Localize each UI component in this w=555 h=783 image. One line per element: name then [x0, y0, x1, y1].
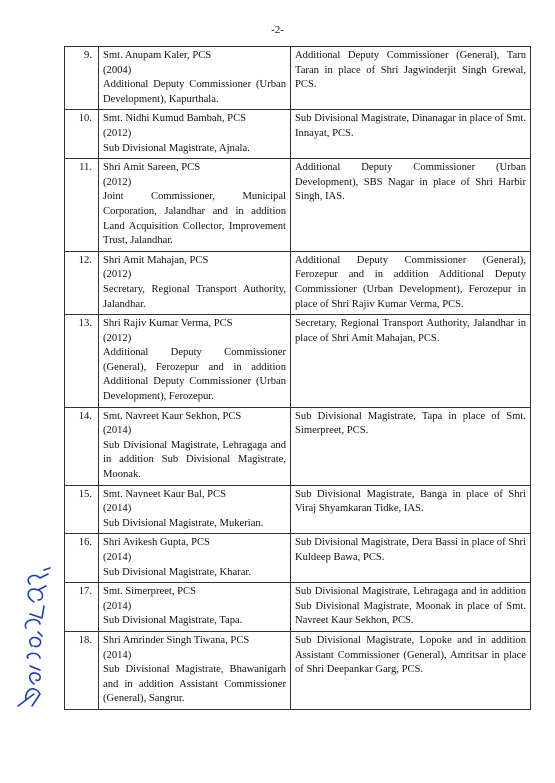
posting-orders-table	[64, 46, 531, 710]
table-row	[65, 583, 531, 632]
serial-number: 11.	[65, 159, 99, 252]
table-row	[65, 251, 531, 314]
officer-cell	[99, 251, 291, 314]
officer-name: Smt. Anupam Kaler, PCS	[103, 50, 212, 61]
page-number: -2-	[271, 24, 284, 36]
officer-batch: (2014)	[103, 425, 132, 437]
officer-cell	[99, 583, 291, 632]
new-posting: Sub Divisional Magistrate, Banga in place of Shri Viraj Shyamkaran Tidke, IAS.	[291, 485, 531, 534]
present-posting: Joint Commissioner, Municipal Corporation, Jalandhar and in addition Land Acquisition Collector, Improvement Trust, Jalandhar.	[103, 191, 286, 247]
officer-cell	[99, 631, 291, 709]
new-posting: Sub Divisional Magistrate, Lopoke and in addition Assistant Commissioner (General), Amritsar in place of Shri Deepankar Garg, PCS.	[291, 631, 531, 709]
serial-number: 16.	[65, 534, 99, 583]
present-posting: Sub Divisional Magistrate, Lehragaga and in addition Sub Divisional Magistrate, Moonak.	[103, 439, 286, 481]
officer-cell	[99, 315, 291, 408]
new-posting: Additional Deputy Commissioner (Urban Development), SBS Nagar in place of Shri Harbir Singh, IAS.	[291, 159, 531, 252]
table-row	[65, 485, 531, 534]
officer-cell	[99, 47, 291, 110]
officer-name: Smt. Nidhi Kumud Bambah, PCS	[103, 113, 247, 125]
officer-name: Smt. Simerpreet, PCS	[103, 586, 196, 598]
serial-number: 13.	[65, 315, 99, 408]
new-posting: Sub Divisional Magistrate, Dinanagar in place of Smt. Innayat, PCS.	[291, 110, 531, 159]
officer-batch: (2012)	[103, 332, 132, 344]
officer-name: Smt. Navreet Kaur Sekhon, PCS	[103, 410, 242, 422]
officer-batch: (2014)	[103, 552, 132, 563]
officer-name: Shri Amrinder Singh Tiwana, PCS	[103, 634, 250, 646]
officer-batch: (2014)	[103, 600, 132, 612]
table-row	[65, 47, 531, 110]
officer-batch: (2012)	[103, 269, 132, 281]
officer-name: Shri Rajiv Kumar Verma, PCS	[103, 318, 233, 330]
table-body	[65, 47, 531, 710]
serial-number: 15.	[65, 485, 99, 534]
officer-batch: (2004)	[103, 64, 132, 76]
officer-batch: (2014)	[103, 649, 132, 661]
new-posting: Sub Divisional Magistrate, Tapa in place of Smt. Simerpreet, PCS.	[291, 407, 531, 485]
new-posting: Additional Deputy Commissioner (General), Ferozepur and in addition Additional Deputy Commissioner (Urban Development), Ferozepur in place of Shri Rajiv Kumar Verma, PCS.	[291, 251, 531, 314]
officer-batch: (2014)	[103, 503, 132, 515]
present-posting: Additional Deputy Commissioner (Urban Development), Kapurthala.	[103, 79, 286, 105]
present-posting: Sub Divisional Magistrate, Tapa.	[103, 615, 243, 627]
new-posting: Additional Deputy Commissioner (General), Tarn Taran in place of Shri Jagwinderjit Singh Grewal, PCS.	[291, 47, 531, 110]
officer-cell	[99, 407, 291, 485]
new-posting: Secretary, Regional Transport Authority, Jalandhar in place of Shri Amit Mahajan, PCS.	[291, 315, 531, 408]
officer-name: Shri Avikesh Gupta, PCS	[103, 537, 210, 549]
present-posting: Sub Divisional Magistrate, Mukerian.	[103, 517, 264, 529]
new-posting: Sub Divisional Magistrate, Dera Bassi in place of Shri Kuldeep Bawa, PCS.	[291, 534, 531, 583]
officer-cell	[99, 110, 291, 159]
table-row	[65, 315, 531, 408]
officer-batch: (2012)	[103, 127, 132, 139]
serial-number: 17.	[65, 583, 99, 632]
officer-cell	[99, 485, 291, 534]
officer-name: Shri Amit Mahajan, PCS	[103, 254, 209, 266]
signature	[4, 566, 74, 716]
officer-batch: (2012)	[103, 176, 132, 188]
serial-number: 14.	[65, 407, 99, 485]
present-posting: Sub Divisional Magistrate, Ajnala.	[103, 142, 250, 154]
officer-name: Shri Amit Sareen, PCS	[103, 162, 201, 174]
serial-number: 9.	[65, 47, 99, 110]
table-row	[65, 110, 531, 159]
present-posting: Secretary, Regional Transport Authority, Jalandhar.	[103, 283, 286, 310]
new-posting: Sub Divisional Magistrate, Lehragaga and in addition Sub Divisional Magistrate, Moonak in place of Smt. Navreet Kaur Sekhon, PCS.	[291, 583, 531, 632]
officer-cell	[99, 159, 291, 252]
serial-number: 10.	[65, 110, 99, 159]
serial-number: 12.	[65, 251, 99, 314]
officer-name: Smt. Navneet Kaur Bal, PCS	[103, 488, 226, 500]
present-posting: Sub Divisional Magistrate, Kharar.	[103, 566, 251, 578]
table-row	[65, 159, 531, 252]
table-row	[65, 407, 531, 485]
table-row	[65, 534, 531, 583]
officer-cell	[99, 534, 291, 583]
table-row	[65, 631, 531, 709]
serial-number: 18.	[65, 631, 99, 709]
present-posting: Additional Deputy Commissioner (General), Ferozepur and in addition Additional Deputy Commissioner (Urban Development), Ferozepur.	[103, 347, 286, 403]
present-posting: Sub Divisional Magistrate, Bhawanigarh and in addition Assistant Commissioner (General), Sangrur.	[103, 664, 286, 705]
